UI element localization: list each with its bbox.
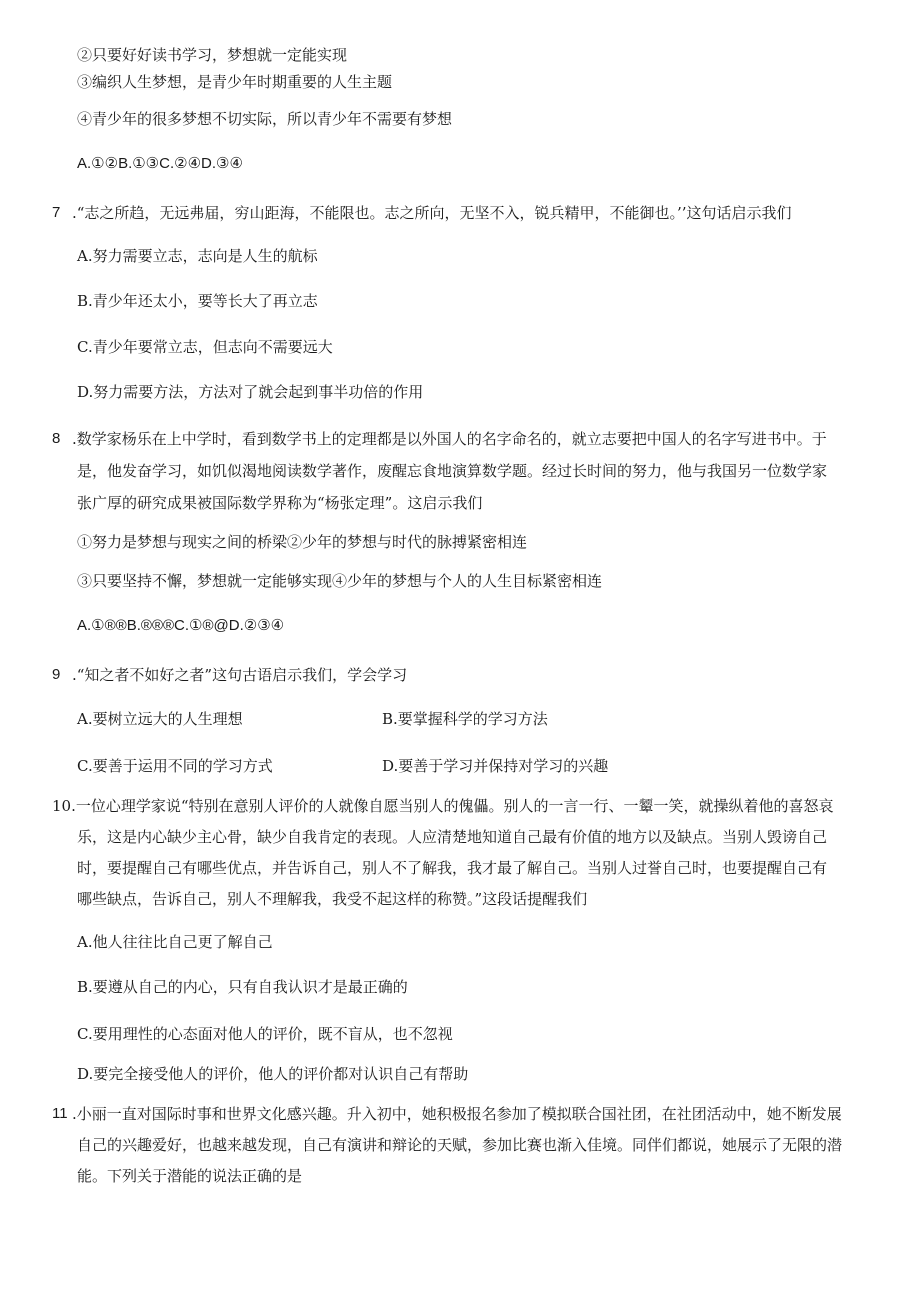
q10-option-b: B.要遵从自己的内心，只有自我认识才是最正确的 (77, 978, 408, 996)
q9-stem: .“知之者不如好之者”这句古语启示我们，学会学习 (72, 666, 408, 684)
q7-option-b: B.青少年还太小，要等长大了再立志 (77, 292, 318, 310)
q9-option-a: A.要树立远大的人生理想 (77, 710, 243, 728)
q10-option-a: A.他人往往比自己更了解自己 (77, 933, 273, 951)
q7-stem: .“志之所趋，无远弗届，穷山距海，不能限也。志之所向，无坚不入，锐兵精甲，不能御也。’’这句话启示我们 (72, 204, 792, 222)
q9-option-d: D.要善于学习并保持对学习的兴趣 (382, 757, 609, 775)
q7-option-a: A.努力需要立志，志向是人生的航标 (77, 247, 318, 265)
q9-option-b: B.要掌握科学的学习方法 (382, 710, 548, 728)
q11-stem-line-3: 能。下列关于潜能的说法正确的是 (77, 1167, 303, 1185)
q7-option-c: C.青少年要常立志，但志向不需要远大 (77, 338, 333, 356)
q8-stem-line-1: .数学家杨乐在上中学时，看到数学书上的定理都是以外国人的名字命名的，就立志要把中国人的名字写进书中。于 (72, 430, 827, 448)
prev-statement-3: ③编织人生梦想，是青少年时期重要的人生主题 (77, 73, 393, 91)
prev-answer-options: A.①②B.①③C.②④D.③④ (77, 155, 243, 172)
q8-answer-options: A.①®®B.®®®C.①®@D.②③④ (77, 617, 285, 634)
q10-option-c: C.要用理性的心态面对他人的评价，既不盲从，也不忽视 (77, 1025, 453, 1043)
q10-stem-line-1: 10.一位心理学家说“特别在意别人评价的人就像自愿当别人的傀儡。别人的一言一行、一颦一笑，就操纵着他的喜怒哀 (52, 797, 834, 815)
q10-stem-line-4: 哪些缺点，告诉自己，别人不理解我，我受不起这样的称赞。”这段话提醒我们 (77, 890, 588, 908)
prev-statement-2: ②只要好好读书学习，梦想就一定能实现 (77, 46, 348, 64)
prev-statement-4: ④青少年的很多梦想不切实际，所以青少年不需要有梦想 (77, 110, 453, 128)
q7-option-d: D.努力需要方法，方法对了就会起到事半功倍的作用 (77, 383, 424, 401)
q11-stem-line-2: 自己的兴趣爱好，也越来越发现，自己有演讲和辩论的天赋，参加比赛也渐入佳境。同伴们都说，她展示了无限的潜 (77, 1136, 843, 1154)
q9-number: 9 (52, 666, 61, 683)
q8-stem-line-2: 是，他发奋学习，如饥似渴地阅读数学著作，废醒忘食地演算数学题。经过长时间的努力，他与我国另一位数学家 (77, 462, 828, 480)
q8-number: 8 (52, 430, 61, 447)
q10-stem-line-3: 时，要提醒自己有哪些优点，并告诉自己，别人不了解我，我才最了解自己。当别人过誉自己时，也要提醒自己有 (77, 859, 828, 877)
q11-number: 11 (52, 1105, 68, 1122)
q8-statement-line-1: ①努力是梦想与现实之间的桥梁②少年的梦想与时代的脉搏紧密相连 (77, 533, 528, 551)
q11-stem-line-1: .小丽一直对国际时事和世界文化感兴趣。升入初中，她积极报名参加了模拟联合国社团，在社团活动中，她不断发展 (72, 1105, 842, 1123)
q9-option-c: C.要善于运用不同的学习方式 (77, 757, 273, 775)
q8-stem-line-3: 张广厚的研究成果被国际数学界称为“杨张定理”。这启示我们 (77, 494, 483, 512)
q10-stem-line-2: 乐，这是内心缺少主心骨，缺少自我肯定的表现。人应清楚地知道自己最有价值的地方以及缺点。当别人毁谤自己 (77, 828, 828, 846)
q10-option-d: D.要完全接受他人的评价，他人的评价都对认识自己有帮助 (77, 1065, 469, 1083)
q7-number: 7 (52, 204, 61, 221)
q8-statement-line-2: ③只要坚持不懈，梦想就一定能够实现④少年的梦想与个人的人生目标紧密相连 (77, 572, 603, 590)
